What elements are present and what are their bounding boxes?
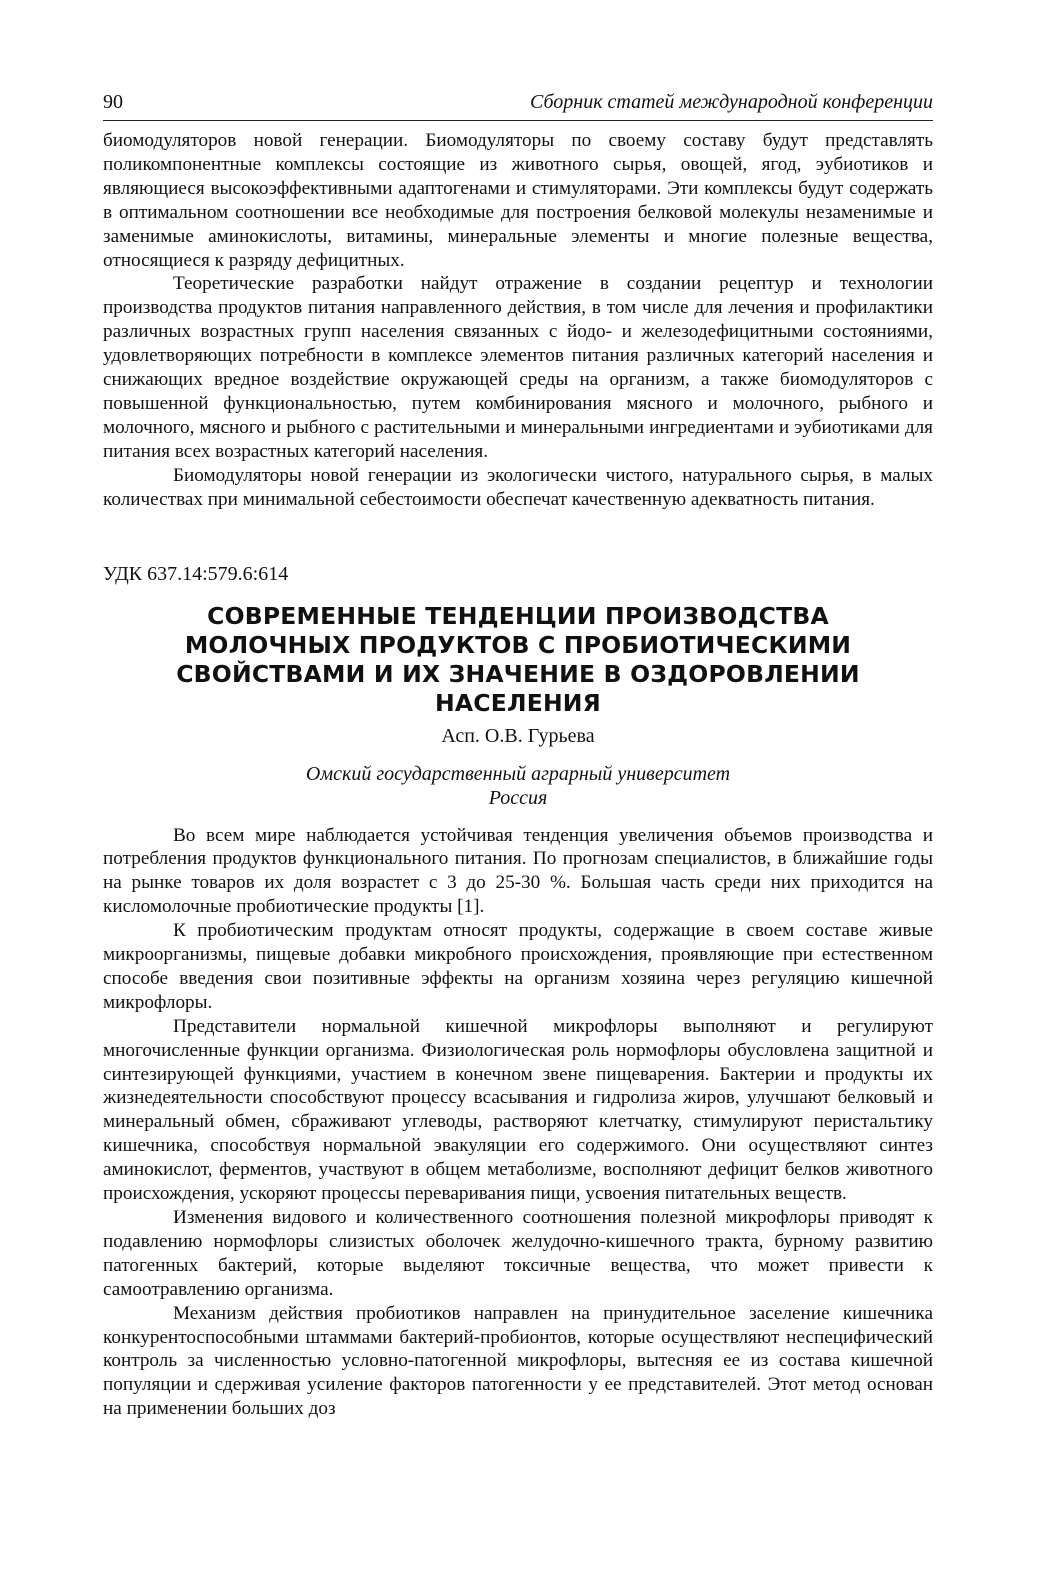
country: Россия (488, 786, 548, 809)
body-paragraph: Представители нормальной кишечной микрофлоры выполняют и регулируют многочисленные функции организма. Физиологическая роль нормофлоры обусловлена защитной и синтезирующей функциями, участием в конечном звене пищеварения. Бактерии и продукты их жизнедеятельности способствуют процессу всасывания и гидролиза жиров, улучшают белковый и минеральный обмен, сбраживают углеводы, растворяют клетчатку, стимулируют перистальтику кишечника, способствуя нормальной эвакуляции его содержимого. Они осуществляют синтез аминокислот, ферментов, участвуют в общем метаболизме, восполняют дефицит белков животного происхождения, ускоряют процессы переваривания пищи, усвоения питательных веществ. (103, 1015, 933, 1205)
title-line: СОВРЕМЕННЫЕ ТЕНДЕНЦИИ ПРОИЗВОДСТВА (207, 601, 829, 630)
title-line: СВОЙСТВАМИ И ИХ ЗНАЧЕНИЕ В ОЗДОРОВЛЕНИИ (176, 659, 860, 688)
previous-article-tail (103, 129, 933, 512)
article-body (103, 824, 933, 1422)
intro-paragraph: Теоретические разработки найдут отражение в создании рецептур и технологии производства продуктов питания направленного действия, в том числе для лечения и профилактики различных возрастных групп населения связанных с йодо- и железодефицитными состояниями, удовлетворяющих потребности в комплексе элементов питания различных категорий населения и снижающих вредное воздействие окружающей среды на организм, а также биомодуляторов с повышенной функциональностью, путем комбинирования мясного и молочного, рыбного и молочного, мясного и рыбного с растительными и минеральными ингредиентами и эубиотиками для питания всех возрастных категорий населения. (103, 273, 933, 462)
intro-paragraph: Биомодуляторы новой генерации из экологически чистого, натурального сырья, в малых количествах при минимальной себестоимости обеспечат качественную адекватность питания. (103, 464, 933, 510)
body-paragraph: Во всем мире наблюдается устойчивая тенденция увеличения объемов производства и потребления продуктов функционального питания. По прогнозам специалистов, в ближайшие годы на рынке товаров их доля возрастет с 3 до 25-30 %. Большая часть среди них приходится на кисломолочные пробиотические продукты [1]. (103, 824, 933, 918)
page (103, 90, 933, 1421)
body-paragraph: Механизм действия пробиотиков направлен на принудительное заселение кишечника конкурентоспособными штаммами бактерий-пробионтов, которые осуществляют неспецифический контроль за численностью условно-патогенной микрофлоры, вытесняя ее из состава кишечной популяции и сдерживая усиление факторов патогенности у ее представителей. Этот метод основан на применении больших доз (103, 1302, 933, 1420)
intro-paragraph: биомодуляторов новой генерации. Биомодуляторы по своему составу будут представлять поликомпонентные комплексы состоящие из животного сырья, овощей, ягод, эубиотиков и являющиеся высокоэффективными адаптогенами и стимуляторами. Эти комплексы будут содержать в оптимальном соотношении все необходимые для построения белковой молекулы незаменимые и заменимые аминокислоты, витамины, минеральные элементы и многие полезные вещества, относящиеся к разряду дефицитных. (103, 130, 933, 271)
page-header (103, 90, 933, 121)
body-paragraph: К пробиотическим продуктам относят продукты, содержащие в своем составе живые микроорганизмы, пищевые добавки микробного происхождения, проявляющие при естественном способе введения свои позитивные эффекты на организм хозяина через регуляцию кишечной микрофлоры. (103, 920, 933, 1013)
body-paragraph: Изменения видового и количественного соотношения полезной микрофлоры приводят к подавлению нормофлоры слизистых оболочек желудочно-кишечного тракта, бурному развитию патогенных бактерий, которые выделяют токсичные вещества, что может привести к самоотравлению организма. (103, 1207, 933, 1300)
running-title: Сборник статей международной конференции (530, 91, 933, 113)
page-number: 90 (103, 91, 123, 113)
title-line: МОЛОЧНЫХ ПРОДУКТОВ С ПРОБИОТИЧЕСКИМИ (184, 630, 852, 659)
affiliation: Омский государственный аграрный университет (305, 762, 731, 785)
udk-code: УДК 637.14:579.6:614 (103, 562, 289, 585)
title-line: НАСЕЛЕНИЯ (435, 688, 601, 717)
author: Асп. О.В. Гурьева (441, 724, 595, 747)
article-title (103, 602, 933, 718)
